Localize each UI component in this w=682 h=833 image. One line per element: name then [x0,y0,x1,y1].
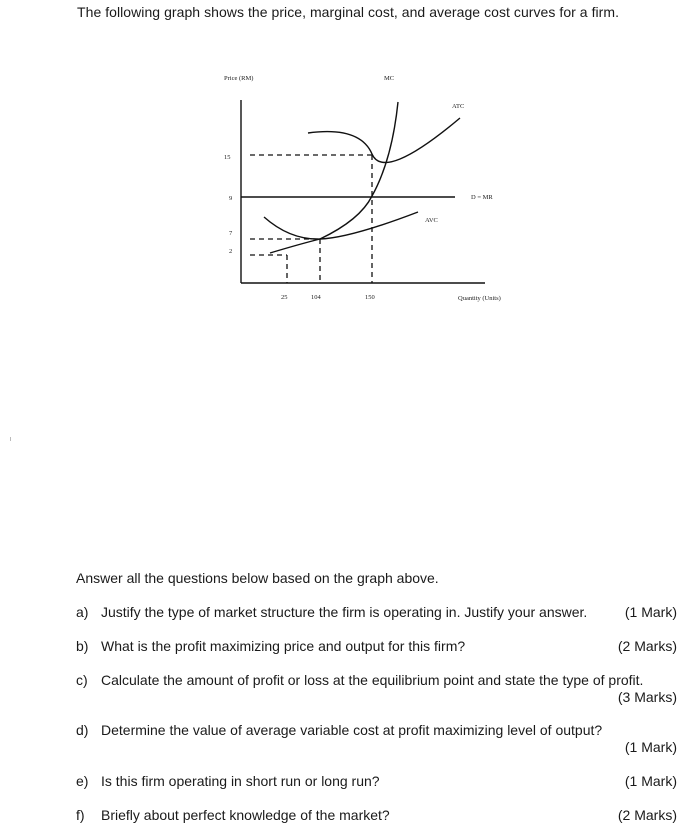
instructions: Answer all the questions below based on the graph above. [76,570,439,586]
x-tick-104: 104 [311,294,321,301]
margin-tick [10,437,11,441]
y-tick-9: 9 [229,195,233,202]
intro-text: The following graph shows the price, marginal cost, and average cost curves for a firm. [77,4,620,20]
question-label: a) [76,604,89,620]
question-text: Justify the type of market structure the firm is operating in. Justify your answer. [101,604,588,620]
question-marks: (1 Mark) [624,773,677,789]
y-tick-2: 2 [229,248,233,255]
question-text: Is this firm operating in short run or long run? [101,773,380,789]
question-label: c) [76,672,88,688]
question-marks: (2 Marks) [617,638,677,654]
question-marks: (3 Marks) [617,689,677,705]
y-tick-15: 15 [224,154,231,161]
series-avc-curve [264,212,418,239]
question-text: Calculate the amount of profit or loss at the equilibrium point and state the type of profit. [101,672,644,688]
question-label: e) [76,773,89,789]
question-text: Briefly about perfect knowledge of the market? [101,807,390,823]
question-marks: (1 Mark) [624,604,677,620]
question-text: Determine the value of average variable cost at profit maximizing level of output? [101,722,603,738]
question-label: f) [76,807,85,823]
y-tick-7: 7 [229,230,233,237]
series-atc-label: ATC [452,103,465,110]
series-d-mr-label: D = MR [471,194,493,201]
question-text: What is the profit maximizing price and output for this firm? [101,638,466,654]
x-tick-150: 150 [365,294,375,301]
y-axis-label: Price (RM) [224,75,254,82]
question-label: d) [76,722,89,738]
series-atc-curve [308,118,460,163]
series-mc-label: MC [384,75,395,82]
series-mc-curve [270,102,398,253]
cost-curves-chart [0,0,682,340]
x-axis-label: Quantity (Units) [458,295,501,302]
series-atc-curve-upper [306,125,392,146]
question-label: b) [76,638,89,654]
question-marks: (1 Mark) [624,739,677,755]
question-marks: (2 Marks) [617,807,677,823]
series-avc-label: AVC [425,217,438,224]
x-tick-25: 25 [281,294,288,301]
